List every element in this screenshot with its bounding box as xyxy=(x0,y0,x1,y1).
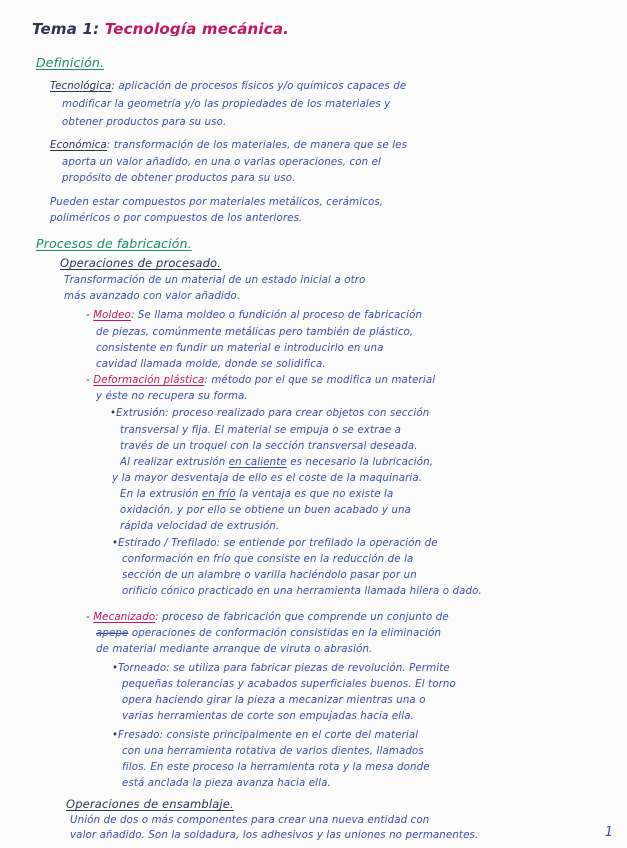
fresado-text: Fresado: consiste principalmente en el corte del material xyxy=(118,730,419,741)
def-tecnologica-line-2: modificar la geometría y/o las propiedades de los materiales y xyxy=(62,99,391,110)
extrusion-line-6 xyxy=(120,488,393,502)
def-economica-text: : transformación de los materiales, de manera que se les xyxy=(106,140,408,151)
term-tecnologica: Tecnológica xyxy=(50,81,112,92)
ensamblaje-line-1: Unión de dos o más componentes para crear una nueva entidad con xyxy=(70,815,430,826)
dash-marker: - xyxy=(86,612,94,623)
def-tecnologica-text: : aplicación de procesos físicos y/o químicos capaces de xyxy=(111,81,407,92)
en-frio: en frío xyxy=(201,489,236,500)
fresado-line-3: filos. En este proceso la herramienta rota y la mesa donde xyxy=(122,762,430,773)
extrusion-line-8: rápida velocidad de extrusión. xyxy=(120,521,280,532)
subheading-operaciones-procesado: Operaciones de procesado. xyxy=(60,256,222,270)
procesado-line-2: más avanzado con valor añadido. xyxy=(64,291,241,302)
estirado-line-4: orificio cónico practicado en una herramienta llamada hilera o dado. xyxy=(122,586,482,597)
torneado-line-3: opera haciendo girar la pieza a mecanizar mientras una o xyxy=(122,695,426,706)
extrusion-l6c: la ventaja es que no existe la xyxy=(235,489,394,500)
def-tecnologica-line-3: obtener productos para su uso. xyxy=(62,117,227,128)
bullet-dot: • xyxy=(112,730,119,741)
fresado-line-1 xyxy=(112,729,418,743)
title-prefix: Tema 1: xyxy=(32,22,100,36)
extrusion-line-4 xyxy=(120,456,433,470)
ensamblaje-line-3: permanentes. xyxy=(405,830,479,841)
torneado-text: Torneado: se utiliza para fabricar piezas de revolución. Permite xyxy=(118,663,450,674)
bullet-dot: • xyxy=(112,538,119,549)
moldeo-line-1 xyxy=(86,309,422,323)
crossed-out-word: apepe xyxy=(96,628,129,639)
estirado-line-1 xyxy=(112,537,438,551)
torneado-line-1 xyxy=(112,662,450,676)
estirado-line-3: sección de un alambre o varilla haciéndolo pasar por un xyxy=(122,570,417,581)
mecanizado-line-3: de material mediante arranque de viruta o abrasión. xyxy=(96,644,373,655)
deformacion-line-2: y éste no recupera su forma. xyxy=(96,391,248,402)
mecanizado-line-1 xyxy=(86,611,449,625)
page-title xyxy=(32,22,289,36)
extrusion-line-2: transversal y fija. El material se empuja o se extrae a xyxy=(120,425,402,436)
materials-line-1: Pueden estar compuestos por materiales metálicos, cerámicos, xyxy=(50,197,384,208)
ensamblaje-line-2: valor añadido. Son la soldadura, los adhesivos y las uniones no permanentes. xyxy=(70,830,479,841)
materials-line-2: poliméricos o por compuestos de los anteriores. xyxy=(50,213,303,224)
term-moldeo: Moldeo xyxy=(93,310,131,321)
page-number: 1 xyxy=(604,825,613,840)
estirado-line-2: conformación en frío que consiste en la reducción de la xyxy=(122,554,414,565)
subheading-operaciones-ensamblaje: Operaciones de ensamblaje. xyxy=(66,797,234,811)
bullet-dot: • xyxy=(110,408,117,419)
def-tecnologica-line-1 xyxy=(50,80,406,94)
dash-marker: - xyxy=(86,310,94,321)
en-caliente: en caliente xyxy=(228,457,287,468)
extrusion-line-3: través de un troquel con la sección transversal deseada. xyxy=(120,441,418,452)
mecanizado-l2b: operaciones de conformación consistidas en la eliminación xyxy=(128,628,442,639)
procesado-line-1: Transformación de un material de un estado inicial a otro xyxy=(64,275,366,286)
section-heading-procesos: Procesos de fabricación. xyxy=(36,237,192,251)
def-economica-line-2: aporta un valor añadido, en una o varias operaciones, con el xyxy=(62,157,382,168)
extrusion-line-1 xyxy=(110,407,429,421)
def-economica-line-1 xyxy=(50,139,407,153)
extrusion-line-7: oxidación, y por ello se obtiene un buen acabado y una xyxy=(120,505,412,516)
deformacion-text: : método por el que se modifica un material xyxy=(204,375,436,386)
torneado-line-4: varias herramientas de corte son empujadas hacia ella. xyxy=(122,711,414,722)
def-economica-line-3: propósito de obtener productos para su uso. xyxy=(62,173,296,184)
moldeo-line-4: cavidad llamada molde, donde se solidifica. xyxy=(96,359,326,370)
term-economica: Económica xyxy=(50,140,107,151)
section-heading-definicion: Definición. xyxy=(36,56,105,70)
deformacion-line-1 xyxy=(86,374,435,388)
dash-marker: - xyxy=(86,375,94,386)
term-mecanizado: Mecanizado xyxy=(93,612,156,623)
moldeo-line-3: consistente en fundir un material e introducirlo en una xyxy=(96,343,384,354)
bullet-dot: • xyxy=(112,663,119,674)
moldeo-text: : Se llama moldeo o fundición al proceso de fabricación xyxy=(130,310,423,321)
mecanizado-text: : proceso de fabricación que comprende un conjunto de xyxy=(155,612,449,623)
extrusion-l4a: Al realizar extrusión xyxy=(120,457,229,468)
extrusion-line-5: y la mayor desventaja de ello es el coste de la maquinaria. xyxy=(112,473,423,484)
estirado-text: Estirado / Trefilado: se entiende por trefilado la operación de xyxy=(118,538,438,549)
torneado-line-2: pequeñas tolerancias y acabados superficiales buenos. El torno xyxy=(122,679,456,690)
fresado-line-4: está anclada la pieza avanza hacia ella. xyxy=(122,778,331,789)
extrusion-l6a: En la extrusión xyxy=(120,489,202,500)
mecanizado-line-2 xyxy=(96,627,441,641)
moldeo-line-2: de piezas, comúnmente metálicas pero también de plástico, xyxy=(96,327,414,338)
fresado-line-2: con una herramienta rotativa de varios dientes, llamados xyxy=(122,746,424,757)
term-deformacion: Deformación plástica xyxy=(93,375,205,386)
title-text: Tecnología mecánica. xyxy=(99,22,290,36)
extrusion-l4c: es necesario la lubricación, xyxy=(286,457,434,468)
extrusion-text: Extrusión: proceso realizado para crear objetos con sección xyxy=(116,408,430,419)
